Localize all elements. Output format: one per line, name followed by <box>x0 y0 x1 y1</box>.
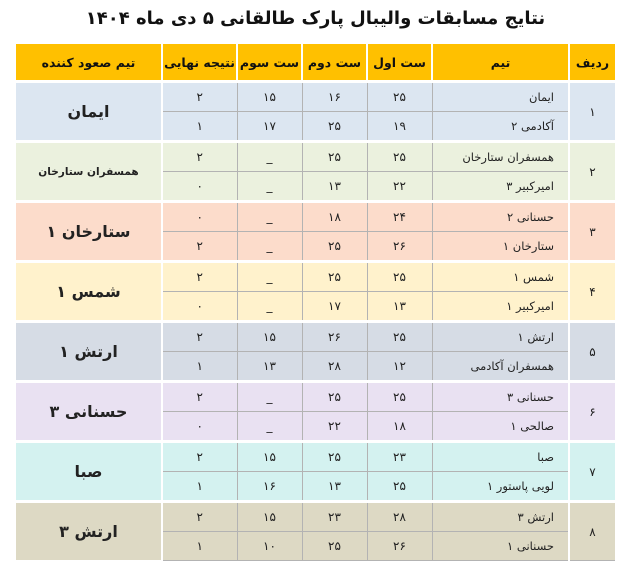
table-row <box>15 322 616 352</box>
set2-score: ۱۸ <box>302 202 367 232</box>
header-radif: ردیف <box>569 43 616 82</box>
set2-score: ۲۶ <box>302 322 367 352</box>
set1-score: ۱۹ <box>367 112 432 142</box>
qualified-team: شمس ۱ <box>15 262 162 322</box>
set1-score: ۱۲ <box>367 352 432 382</box>
table-row <box>15 442 616 472</box>
header-set1: ست اول <box>367 43 432 82</box>
final-result: ۱ <box>162 532 237 561</box>
final-result: ۱ <box>162 352 237 382</box>
set2-score: ۲۲ <box>302 412 367 442</box>
header-row <box>15 43 616 82</box>
set3-score: ۱۷ <box>237 112 302 142</box>
qualified-team: صبا <box>15 442 162 502</box>
set2-score: ۲۳ <box>302 502 367 532</box>
final-result: ۲ <box>162 322 237 352</box>
final-result: ۲ <box>162 262 237 292</box>
team-name: همسفران آکادمی <box>432 352 569 382</box>
team-name: ایمان <box>432 82 569 112</box>
set1-score: ۲۴ <box>367 202 432 232</box>
results-body <box>15 82 616 561</box>
set3-score: ۱۵ <box>237 442 302 472</box>
set2-score: ۲۵ <box>302 262 367 292</box>
row-number: ۱ <box>569 82 616 142</box>
row-number: ۶ <box>569 382 616 442</box>
set3-score: ۱۳ <box>237 352 302 382</box>
header-set2: ست دوم <box>302 43 367 82</box>
team-name: آکادمی ۲ <box>432 112 569 142</box>
team-name: صبا <box>432 442 569 472</box>
final-result: ۲ <box>162 502 237 532</box>
team-name: حسنانی ۱ <box>432 532 569 561</box>
team-name: حسنانی ۳ <box>432 382 569 412</box>
set2-score: ۱۷ <box>302 292 367 322</box>
final-result: ۰ <box>162 292 237 322</box>
final-result: ۲ <box>162 232 237 262</box>
final-result: ۰ <box>162 412 237 442</box>
final-result: ۲ <box>162 142 237 172</box>
set1-score: ۲۵ <box>367 82 432 112</box>
set1-score: ۱۳ <box>367 292 432 322</box>
set2-score: ۲۸ <box>302 352 367 382</box>
set2-score: ۱۳ <box>302 172 367 202</box>
final-result: ۲ <box>162 82 237 112</box>
set3-score: ۱۶ <box>237 472 302 502</box>
row-number: ۵ <box>569 322 616 382</box>
qualified-team: ارتش ۱ <box>15 322 162 382</box>
set3-score: ۱۵ <box>237 322 302 352</box>
header-final: نتیجه نهایی <box>162 43 237 82</box>
qualified-team: ارتش ۳ <box>15 502 162 561</box>
set1-score: ۲۵ <box>367 262 432 292</box>
team-name: ارتش ۱ <box>432 322 569 352</box>
set3-score: ۱۵ <box>237 82 302 112</box>
set1-score: ۱۸ <box>367 412 432 442</box>
set1-score: ۲۶ <box>367 532 432 561</box>
header-qualified: تیم صعود کننده <box>15 43 162 82</box>
set1-score: ۲۸ <box>367 502 432 532</box>
set2-score: ۲۵ <box>302 382 367 412</box>
team-name: لویی پاستور ۱ <box>432 472 569 502</box>
set3-score: _ <box>237 292 302 322</box>
final-result: ۲ <box>162 442 237 472</box>
set1-score: ۲۵ <box>367 472 432 502</box>
set3-score: _ <box>237 382 302 412</box>
set3-score: _ <box>237 262 302 292</box>
final-result: ۱ <box>162 112 237 142</box>
final-result: ۰ <box>162 202 237 232</box>
set1-score: ۲۵ <box>367 142 432 172</box>
set2-score: ۱۳ <box>302 472 367 502</box>
set1-score: ۲۵ <box>367 382 432 412</box>
team-name: امیرکبیر ۳ <box>432 172 569 202</box>
set3-score: ۱۰ <box>237 532 302 561</box>
row-number: ۷ <box>569 442 616 502</box>
set1-score: ۲۵ <box>367 322 432 352</box>
team-name: ارتش ۳ <box>432 502 569 532</box>
set3-score: _ <box>237 232 302 262</box>
set1-score: ۲۲ <box>367 172 432 202</box>
team-name: صالحی ۱ <box>432 412 569 442</box>
page-title: نتایج مسابقات والیبال پارک طالقانی ۵ دی ماه ۱۴۰۴ <box>85 8 546 29</box>
row-number: ۸ <box>569 502 616 561</box>
set3-score: _ <box>237 142 302 172</box>
header-set3: ست سوم <box>237 43 302 82</box>
set1-score: ۲۳ <box>367 442 432 472</box>
team-name: حسنانی ۲ <box>432 202 569 232</box>
team-name: همسفران ستارخان <box>432 142 569 172</box>
table-row <box>15 502 616 532</box>
set3-score: _ <box>237 172 302 202</box>
set2-score: ۲۵ <box>302 142 367 172</box>
table-row <box>15 202 616 232</box>
set1-score: ۲۶ <box>367 232 432 262</box>
team-name: ستارخان ۱ <box>432 232 569 262</box>
final-result: ۱ <box>162 472 237 502</box>
table-row <box>15 82 616 112</box>
qualified-team: حسنانی ۳ <box>15 382 162 442</box>
qualified-team: همسفران ستارخان <box>15 142 162 202</box>
qualified-team: ستارخان ۱ <box>15 202 162 262</box>
set2-score: ۲۵ <box>302 532 367 561</box>
final-result: ۰ <box>162 172 237 202</box>
set2-score: ۱۶ <box>302 82 367 112</box>
final-result: ۲ <box>162 382 237 412</box>
set3-score: ۱۵ <box>237 502 302 532</box>
set2-score: ۲۵ <box>302 232 367 262</box>
table-row <box>15 382 616 412</box>
table-row <box>15 262 616 292</box>
set3-score: _ <box>237 412 302 442</box>
qualified-team: ایمان <box>15 82 162 142</box>
table-row <box>15 142 616 172</box>
set2-score: ۲۵ <box>302 442 367 472</box>
team-name: امیرکبیر ۱ <box>432 292 569 322</box>
row-number: ۳ <box>569 202 616 262</box>
results-table <box>14 42 617 562</box>
row-number: ۴ <box>569 262 616 322</box>
row-number: ۲ <box>569 142 616 202</box>
set3-score: _ <box>237 202 302 232</box>
set2-score: ۲۵ <box>302 112 367 142</box>
header-team: تیم <box>432 43 569 82</box>
team-name: شمس ۱ <box>432 262 569 292</box>
